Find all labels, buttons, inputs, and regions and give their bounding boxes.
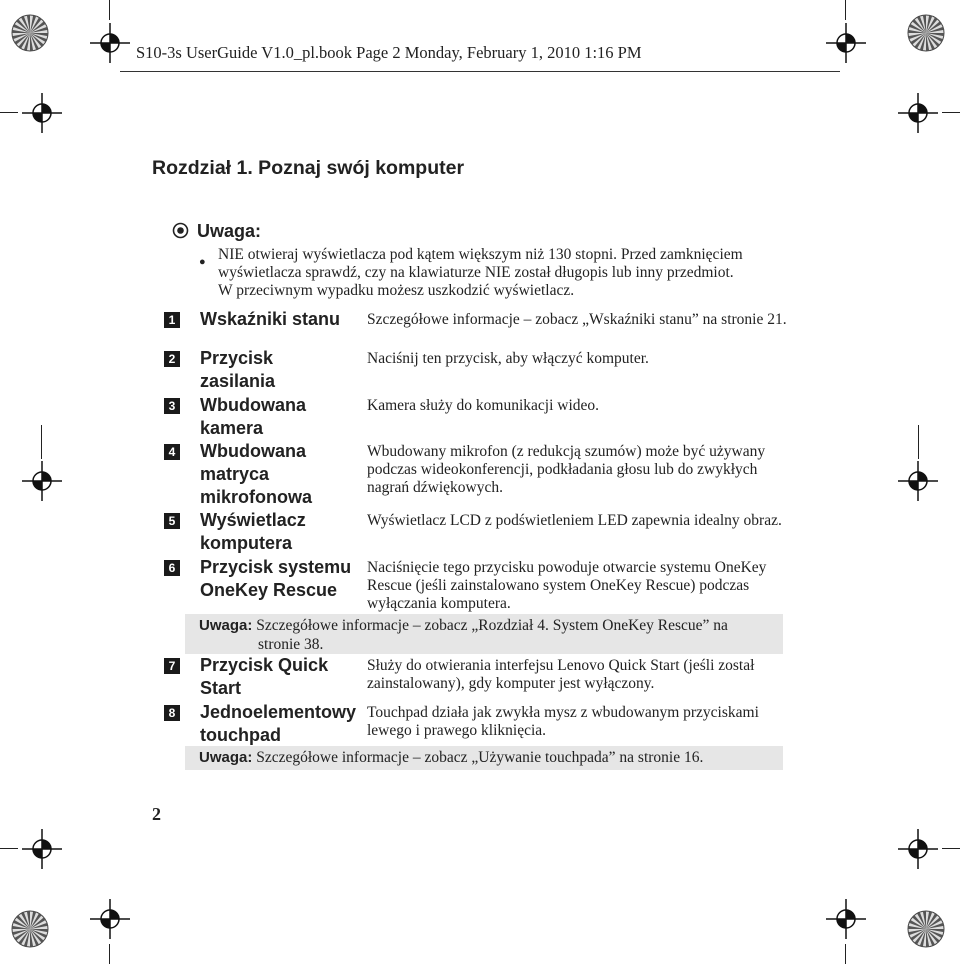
item-number-badge: 4 xyxy=(164,444,180,460)
item-description: Touchpad działa jak zwykła mysz z wbudowanym przyciskami lewego i prawego kliknięcia. xyxy=(367,704,759,739)
crop-line xyxy=(918,425,919,459)
crop-line xyxy=(109,944,110,964)
item-number-badge: 7 xyxy=(164,658,180,674)
bullet-icon: ● xyxy=(199,256,206,268)
item-title xyxy=(200,394,306,440)
registration-mark-icon xyxy=(90,899,130,939)
item-description: Naciśnięcie tego przycisku powoduje otwarcie systemu OneKey Rescue (jeśli zainstalowano system OneKey Rescue) podczas wyłączania komputera. xyxy=(367,559,767,612)
item-description: Kamera służy do komunikacji wideo. xyxy=(367,397,600,414)
item-description: Wyświetlacz LCD z podświetleniem LED zapewnia idealny obraz. xyxy=(367,512,782,529)
item-title-line: kamera xyxy=(200,418,264,438)
chapter-title: Rozdział 1. Poznaj swój komputer xyxy=(152,157,465,179)
note-icon xyxy=(172,222,189,239)
note-line: wyświetlacza sprawdź, czy na klawiaturze NIE został długopis lub inny przedmiot. xyxy=(218,264,734,281)
crop-line xyxy=(109,0,110,20)
registration-mark-icon xyxy=(22,461,62,501)
note-bar-line xyxy=(199,617,728,635)
item-title-line: komputera xyxy=(200,533,293,553)
registration-mark-icon xyxy=(826,899,866,939)
note-text: Szczegółowe informacje – zobacz „Rozdział 4. System OneKey Rescue” na xyxy=(252,617,728,634)
item-description: Służy do otwierania interfejsu Lenovo Quick Start (jeśli został zainstalowany), gdy komputer jest wyłączony. xyxy=(367,657,755,692)
item-title-line: OneKey Rescue xyxy=(200,580,338,600)
item-title xyxy=(200,556,351,602)
header-rule xyxy=(120,71,840,72)
item-title-line: Wbudowana xyxy=(200,395,306,415)
item-title-line: Start xyxy=(200,678,242,698)
registration-mark-icon xyxy=(22,829,62,869)
item-title-line: touchpad xyxy=(200,725,281,745)
item-title-line: Wyświetlacz xyxy=(200,510,306,530)
item-title xyxy=(200,654,328,700)
note-title: Uwaga: xyxy=(197,221,262,241)
item-number-badge: 5 xyxy=(164,513,180,529)
item-title xyxy=(200,440,312,509)
note-bar-line: stronie 38. xyxy=(258,636,324,653)
item-title-line: Wskaźniki stanu xyxy=(200,309,341,329)
registration-mark-icon xyxy=(90,23,130,63)
item-number-badge: 1 xyxy=(164,312,180,328)
registration-mark-icon xyxy=(898,829,938,869)
item-title-line: Przycisk xyxy=(200,348,274,368)
registration-mark-icon xyxy=(898,93,938,133)
item-title-line: mikrofonowa xyxy=(200,487,313,507)
item-number-badge: 3 xyxy=(164,398,180,414)
registration-mark-icon xyxy=(898,461,938,501)
note-text: Szczegółowe informacje – zobacz „Używanie touchpada” na stronie 16. xyxy=(252,749,704,766)
crop-line xyxy=(942,112,960,113)
page-number: 2 xyxy=(152,804,161,824)
corner-starburst-icon xyxy=(10,909,50,949)
item-number-badge: 8 xyxy=(164,705,180,721)
item-title-line: matryca xyxy=(200,464,270,484)
crop-line xyxy=(41,425,42,459)
book-header: S10-3s UserGuide V1.0_pl.book Page 2 Monday, February 1, 2010 1:16 PM xyxy=(136,43,642,62)
item-description: Wbudowany mikrofon (z redukcją szumów) może być używany podczas wideokonferencji, podkładania głosu lub do zwykłych nagrań dźwiękowych. xyxy=(367,443,766,496)
item-title-line: Wbudowana xyxy=(200,441,306,461)
note-label: Uwaga: xyxy=(199,749,253,766)
note-line: W przeciwnym wypadku możesz uszkodzić wyświetlacz. xyxy=(218,282,575,299)
registration-mark-icon xyxy=(22,93,62,133)
item-title xyxy=(200,701,356,747)
item-number-badge: 6 xyxy=(164,560,180,576)
item-description: Naciśnij ten przycisk, aby włączyć komputer. xyxy=(367,350,649,367)
note-line: NIE otwieraj wyświetlacza pod kątem większym niż 130 stopni. Przed zamknięciem xyxy=(218,246,743,263)
crop-line xyxy=(845,0,846,20)
crop-line xyxy=(0,112,18,113)
crop-line xyxy=(845,944,846,964)
item-title xyxy=(200,347,275,393)
item-title-line: Przycisk Quick xyxy=(200,655,329,675)
note-label: Uwaga: xyxy=(199,617,253,634)
corner-starburst-icon xyxy=(10,13,50,53)
item-title xyxy=(200,509,306,555)
note-bar-line xyxy=(199,749,703,767)
item-title xyxy=(200,308,340,331)
item-number-badge: 2 xyxy=(164,351,180,367)
item-title-line: Jednoelementowy xyxy=(200,702,357,722)
corner-starburst-icon xyxy=(906,909,946,949)
crop-line xyxy=(0,848,18,849)
item-title-line: zasilania xyxy=(200,371,276,391)
item-title-line: Przycisk systemu xyxy=(200,557,352,577)
corner-starburst-icon xyxy=(906,13,946,53)
crop-line xyxy=(942,848,960,849)
item-description: Szczegółowe informacje – zobacz „Wskaźniki stanu” na stronie 21. xyxy=(367,311,787,328)
registration-mark-icon xyxy=(826,23,866,63)
